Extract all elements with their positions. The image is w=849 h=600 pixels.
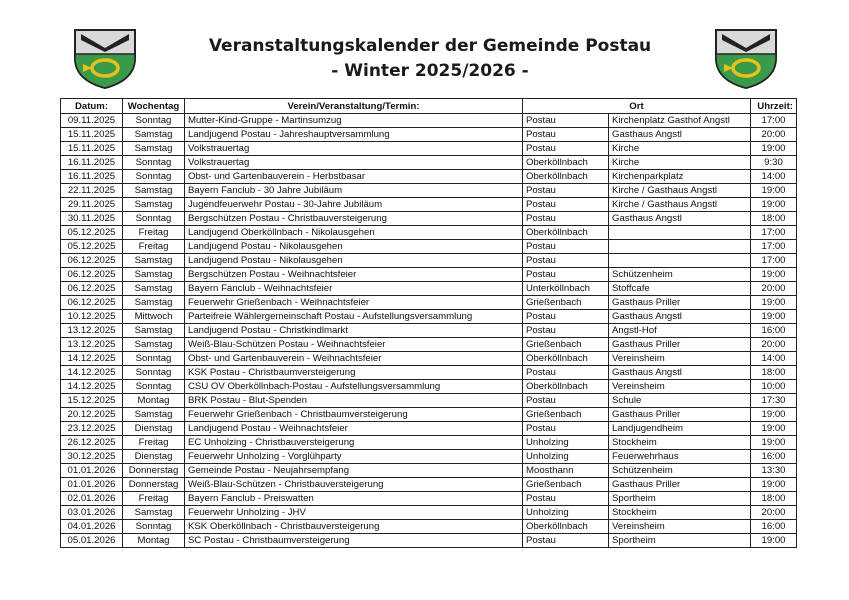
cell-date: 10.12.2025 xyxy=(61,310,123,324)
cell-loc: Kirche xyxy=(609,156,751,170)
cell-day: Sonntag xyxy=(123,170,185,184)
cell-date: 20.12.2025 xyxy=(61,408,123,422)
cell-loc: Gasthaus Angstl xyxy=(609,128,751,142)
cell-loc: Gasthaus Angstl xyxy=(609,366,751,380)
cell-event: Parteifreie Wählergemeinschaft Postau - Aufstellungsversammlung xyxy=(185,310,523,324)
cell-event: SC Postau - Christbaumversteigerung xyxy=(185,534,523,548)
cell-loc: Vereinsheim xyxy=(609,352,751,366)
cell-day: Samstag xyxy=(123,268,185,282)
column-header-event: Verein/Veranstaltung/Termin: xyxy=(185,99,523,114)
cell-event: Volkstrauertag xyxy=(185,156,523,170)
cell-day: Freitag xyxy=(123,240,185,254)
cell-day: Sonntag xyxy=(123,366,185,380)
cell-event: Feuerwehr Unholzing - Vorglühparty xyxy=(185,450,523,464)
cell-date: 15.12.2025 xyxy=(61,394,123,408)
cell-time: 17:00 xyxy=(751,240,797,254)
cell-time: 19:00 xyxy=(751,198,797,212)
cell-place: Postau xyxy=(523,492,609,506)
cell-day: Samstag xyxy=(123,184,185,198)
cell-loc: Gasthaus Angstl xyxy=(609,212,751,226)
cell-event: Jugendfeuerwehr Postau - 30-Jahre Jubiläum xyxy=(185,198,523,212)
cell-place: Postau xyxy=(523,254,609,268)
cell-day: Samstag xyxy=(123,408,185,422)
cell-event: Volkstrauertag xyxy=(185,142,523,156)
cell-time: 17:00 xyxy=(751,114,797,128)
cell-loc xyxy=(609,226,751,240)
cell-place: Postau xyxy=(523,184,609,198)
table-row xyxy=(61,492,797,506)
cell-time: 9:30 xyxy=(751,156,797,170)
cell-event: KSK Oberköllnbach - Christbauversteigerung xyxy=(185,520,523,534)
column-header-weekday: Wochentag xyxy=(123,99,185,114)
cell-event: CSU OV Oberköllnbach-Postau - Aufstellungsversammlung xyxy=(185,380,523,394)
cell-date: 06.12.2025 xyxy=(61,254,123,268)
cell-time: 19:00 xyxy=(751,478,797,492)
cell-loc: Schützenheim xyxy=(609,464,751,478)
cell-time: 13:30 xyxy=(751,464,797,478)
cell-event: Landjugend Postau - Jahreshauptversammlung xyxy=(185,128,523,142)
column-header-date: Datum: xyxy=(61,99,123,114)
cell-loc: Gasthaus Angstl xyxy=(609,310,751,324)
cell-loc: Vereinsheim xyxy=(609,520,751,534)
cell-loc: Landjugendheim xyxy=(609,422,751,436)
table-row xyxy=(61,436,797,450)
cell-place: Unterköllnbach xyxy=(523,282,609,296)
cell-loc: Kirche / Gasthaus Angstl xyxy=(609,184,751,198)
table-row xyxy=(61,184,797,198)
coat-of-arms-left-icon xyxy=(73,28,137,90)
cell-time: 19:00 xyxy=(751,142,797,156)
cell-date: 29.11.2025 xyxy=(61,198,123,212)
cell-day: Sonntag xyxy=(123,156,185,170)
cell-place: Postau xyxy=(523,394,609,408)
cell-day: Donnerstag xyxy=(123,478,185,492)
cell-day: Samstag xyxy=(123,128,185,142)
cell-place: Moosthann xyxy=(523,464,609,478)
cell-event: Feuerwehr Grießenbach - Christbaumversteigerung xyxy=(185,408,523,422)
cell-place: Postau xyxy=(523,422,609,436)
cell-place: Oberköllnbach xyxy=(523,520,609,534)
table-row xyxy=(61,282,797,296)
cell-event: Gemeinde Postau - Neujahrsempfang xyxy=(185,464,523,478)
event-calendar-table xyxy=(60,98,797,548)
cell-event: KSK Postau - Christbaumversteigerung xyxy=(185,366,523,380)
cell-day: Freitag xyxy=(123,492,185,506)
table-row xyxy=(61,506,797,520)
cell-date: 15.11.2025 xyxy=(61,128,123,142)
cell-place: Unholzing xyxy=(523,450,609,464)
cell-time: 19:00 xyxy=(751,436,797,450)
table-row xyxy=(61,366,797,380)
table-row xyxy=(61,240,797,254)
table-row xyxy=(61,198,797,212)
cell-date: 06.12.2025 xyxy=(61,282,123,296)
cell-event: Bayern Fanclub - Preiswatten xyxy=(185,492,523,506)
column-header-time: Uhrzeit: xyxy=(751,99,797,114)
cell-time: 19:00 xyxy=(751,422,797,436)
cell-place: Postau xyxy=(523,366,609,380)
cell-loc: Sportheim xyxy=(609,492,751,506)
table-row xyxy=(61,310,797,324)
page-title xyxy=(160,34,700,84)
cell-place: Oberköllnbach xyxy=(523,226,609,240)
cell-day: Samstag xyxy=(123,506,185,520)
cell-loc xyxy=(609,240,751,254)
cell-place: Postau xyxy=(523,534,609,548)
cell-place: Oberköllnbach xyxy=(523,352,609,366)
cell-loc: Kirchenparkplatz xyxy=(609,170,751,184)
cell-date: 30.12.2025 xyxy=(61,450,123,464)
table-row xyxy=(61,254,797,268)
cell-place: Postau xyxy=(523,324,609,338)
cell-date: 15.11.2025 xyxy=(61,142,123,156)
cell-day: Samstag xyxy=(123,338,185,352)
cell-event: Landjugend Postau - Nikolausgehen xyxy=(185,254,523,268)
table-row xyxy=(61,352,797,366)
cell-time: 20:00 xyxy=(751,128,797,142)
table-row xyxy=(61,212,797,226)
cell-date: 13.12.2025 xyxy=(61,324,123,338)
cell-event: Obst- und Gartenbauverein - Weihnachtsfeier xyxy=(185,352,523,366)
cell-day: Dienstag xyxy=(123,422,185,436)
cell-date: 01.01.2026 xyxy=(61,478,123,492)
cell-date: 09.11.2025 xyxy=(61,114,123,128)
cell-event: Feuerwehr Grießenbach - Weihnachtsfeier xyxy=(185,296,523,310)
cell-loc: Sportheim xyxy=(609,534,751,548)
cell-date: 04.01.2026 xyxy=(61,520,123,534)
column-header-place: Ort xyxy=(523,99,751,114)
cell-loc: Angstl-Hof xyxy=(609,324,751,338)
cell-loc: Schützenheim xyxy=(609,268,751,282)
cell-place: Postau xyxy=(523,114,609,128)
cell-event: Mutter-Kind-Gruppe - Martinsumzug xyxy=(185,114,523,128)
cell-event: BRK Postau - Blut-Spenden xyxy=(185,394,523,408)
cell-place: Grießenbach xyxy=(523,338,609,352)
cell-day: Sonntag xyxy=(123,352,185,366)
cell-day: Samstag xyxy=(123,142,185,156)
table-row xyxy=(61,534,797,548)
cell-event: Bayern Fanclub - Weihnachtsfeier xyxy=(185,282,523,296)
cell-date: 14.12.2025 xyxy=(61,352,123,366)
table-row xyxy=(61,380,797,394)
cell-loc xyxy=(609,254,751,268)
cell-day: Samstag xyxy=(123,198,185,212)
cell-time: 20:00 xyxy=(751,506,797,520)
cell-day: Samstag xyxy=(123,296,185,310)
table-row xyxy=(61,450,797,464)
cell-loc: Schule xyxy=(609,394,751,408)
cell-place: Grießenbach xyxy=(523,478,609,492)
table-body xyxy=(61,114,797,548)
cell-time: 14:00 xyxy=(751,352,797,366)
cell-date: 14.12.2025 xyxy=(61,380,123,394)
cell-day: Sonntag xyxy=(123,380,185,394)
cell-day: Montag xyxy=(123,394,185,408)
cell-date: 26.12.2025 xyxy=(61,436,123,450)
cell-day: Samstag xyxy=(123,324,185,338)
cell-date: 16.11.2025 xyxy=(61,156,123,170)
table-row xyxy=(61,114,797,128)
cell-time: 18:00 xyxy=(751,212,797,226)
cell-loc: Kirche / Gasthaus Angstl xyxy=(609,198,751,212)
cell-place: Unholzing xyxy=(523,506,609,520)
cell-time: 18:00 xyxy=(751,366,797,380)
coat-of-arms-right-icon xyxy=(714,28,778,90)
title-line-2: - Winter 2025/2026 - xyxy=(331,61,529,81)
cell-time: 20:00 xyxy=(751,282,797,296)
cell-event: Bergschützen Postau - Christbauversteigerung xyxy=(185,212,523,226)
table-row xyxy=(61,156,797,170)
cell-event: Bergschützen Postau - Weihnachtsfeier xyxy=(185,268,523,282)
cell-event: Bayern Fanclub - 30 Jahre Jubiläum xyxy=(185,184,523,198)
cell-place: Grießenbach xyxy=(523,296,609,310)
cell-day: Freitag xyxy=(123,436,185,450)
cell-day: Dienstag xyxy=(123,450,185,464)
table-row xyxy=(61,296,797,310)
cell-event: Landjugend Postau - Nikolausgehen xyxy=(185,240,523,254)
cell-time: 16:00 xyxy=(751,450,797,464)
table-row xyxy=(61,408,797,422)
table-header-row xyxy=(61,99,797,114)
cell-place: Postau xyxy=(523,310,609,324)
cell-time: 16:00 xyxy=(751,324,797,338)
cell-place: Oberköllnbach xyxy=(523,380,609,394)
cell-time: 18:00 xyxy=(751,492,797,506)
cell-day: Donnerstag xyxy=(123,464,185,478)
title-line-1: Veranstaltungskalender der Gemeinde Postau xyxy=(208,36,652,56)
table-row xyxy=(61,170,797,184)
cell-date: 03.01.2026 xyxy=(61,506,123,520)
cell-time: 19:00 xyxy=(751,534,797,548)
cell-loc: Stockheim xyxy=(609,436,751,450)
cell-place: Postau xyxy=(523,268,609,282)
cell-date: 16.11.2025 xyxy=(61,170,123,184)
cell-date: 14.12.2025 xyxy=(61,366,123,380)
cell-event: Weiß-Blau-Schützen - Christbauversteigerung xyxy=(185,478,523,492)
cell-loc: Kirchenplatz Gasthof Angstl xyxy=(609,114,751,128)
cell-event: Obst- und Gartenbauverein - Herbstbasar xyxy=(185,170,523,184)
cell-day: Sonntag xyxy=(123,520,185,534)
cell-event: Landjugend Postau - Christkindlmarkt xyxy=(185,324,523,338)
cell-day: Sonntag xyxy=(123,212,185,226)
cell-date: 23.12.2025 xyxy=(61,422,123,436)
cell-day: Samstag xyxy=(123,282,185,296)
cell-time: 16:00 xyxy=(751,520,797,534)
cell-place: Postau xyxy=(523,240,609,254)
cell-loc: Stockheim xyxy=(609,506,751,520)
cell-time: 14:00 xyxy=(751,170,797,184)
cell-loc: Gasthaus Priller xyxy=(609,408,751,422)
cell-time: 19:00 xyxy=(751,296,797,310)
cell-day: Mittwoch xyxy=(123,310,185,324)
cell-place: Oberköllnbach xyxy=(523,156,609,170)
cell-day: Freitag xyxy=(123,226,185,240)
cell-time: 10:00 xyxy=(751,380,797,394)
cell-event: Weiß-Blau-Schützen Postau - Weihnachtsfeier xyxy=(185,338,523,352)
cell-date: 22.11.2025 xyxy=(61,184,123,198)
cell-time: 17:00 xyxy=(751,226,797,240)
cell-event: Landjugend Oberköllnbach - Nikolausgehen xyxy=(185,226,523,240)
cell-time: 20:00 xyxy=(751,338,797,352)
cell-place: Postau xyxy=(523,128,609,142)
table-row xyxy=(61,478,797,492)
cell-place: Unholzing xyxy=(523,436,609,450)
cell-loc: Gasthaus Priller xyxy=(609,296,751,310)
cell-date: 02.01.2026 xyxy=(61,492,123,506)
cell-time: 17:00 xyxy=(751,254,797,268)
table-row xyxy=(61,464,797,478)
cell-day: Montag xyxy=(123,534,185,548)
cell-place: Oberköllnbach xyxy=(523,170,609,184)
cell-date: 30.11.2025 xyxy=(61,212,123,226)
cell-day: Sonntag xyxy=(123,114,185,128)
table-row xyxy=(61,394,797,408)
cell-loc: Kirche xyxy=(609,142,751,156)
table-row xyxy=(61,268,797,282)
cell-place: Postau xyxy=(523,198,609,212)
cell-time: 19:00 xyxy=(751,184,797,198)
cell-date: 05.12.2025 xyxy=(61,226,123,240)
table-row xyxy=(61,422,797,436)
cell-date: 05.01.2026 xyxy=(61,534,123,548)
cell-loc: Vereinsheim xyxy=(609,380,751,394)
table-row xyxy=(61,338,797,352)
cell-day: Samstag xyxy=(123,254,185,268)
table-row xyxy=(61,520,797,534)
cell-date: 06.12.2025 xyxy=(61,296,123,310)
cell-date: 05.12.2025 xyxy=(61,240,123,254)
cell-loc: Feuerwehrhaus xyxy=(609,450,751,464)
cell-loc: Stoffcafe xyxy=(609,282,751,296)
cell-time: 19:00 xyxy=(751,408,797,422)
cell-date: 01.01.2026 xyxy=(61,464,123,478)
cell-place: Postau xyxy=(523,212,609,226)
cell-event: Feuerwehr Unholzing - JHV xyxy=(185,506,523,520)
cell-date: 06.12.2025 xyxy=(61,268,123,282)
cell-loc: Gasthaus Priller xyxy=(609,338,751,352)
cell-date: 13.12.2025 xyxy=(61,338,123,352)
cell-time: 19:00 xyxy=(751,268,797,282)
table-row xyxy=(61,128,797,142)
table-row xyxy=(61,142,797,156)
cell-loc: Gasthaus Priller xyxy=(609,478,751,492)
cell-event: EC Unholzing - Christbauversteigerung xyxy=(185,436,523,450)
cell-time: 19:00 xyxy=(751,310,797,324)
table-row xyxy=(61,226,797,240)
cell-place: Grießenbach xyxy=(523,408,609,422)
table-row xyxy=(61,324,797,338)
cell-time: 17:30 xyxy=(751,394,797,408)
cell-event: Landjugend Postau - Weihnachtsfeier xyxy=(185,422,523,436)
cell-place: Postau xyxy=(523,142,609,156)
